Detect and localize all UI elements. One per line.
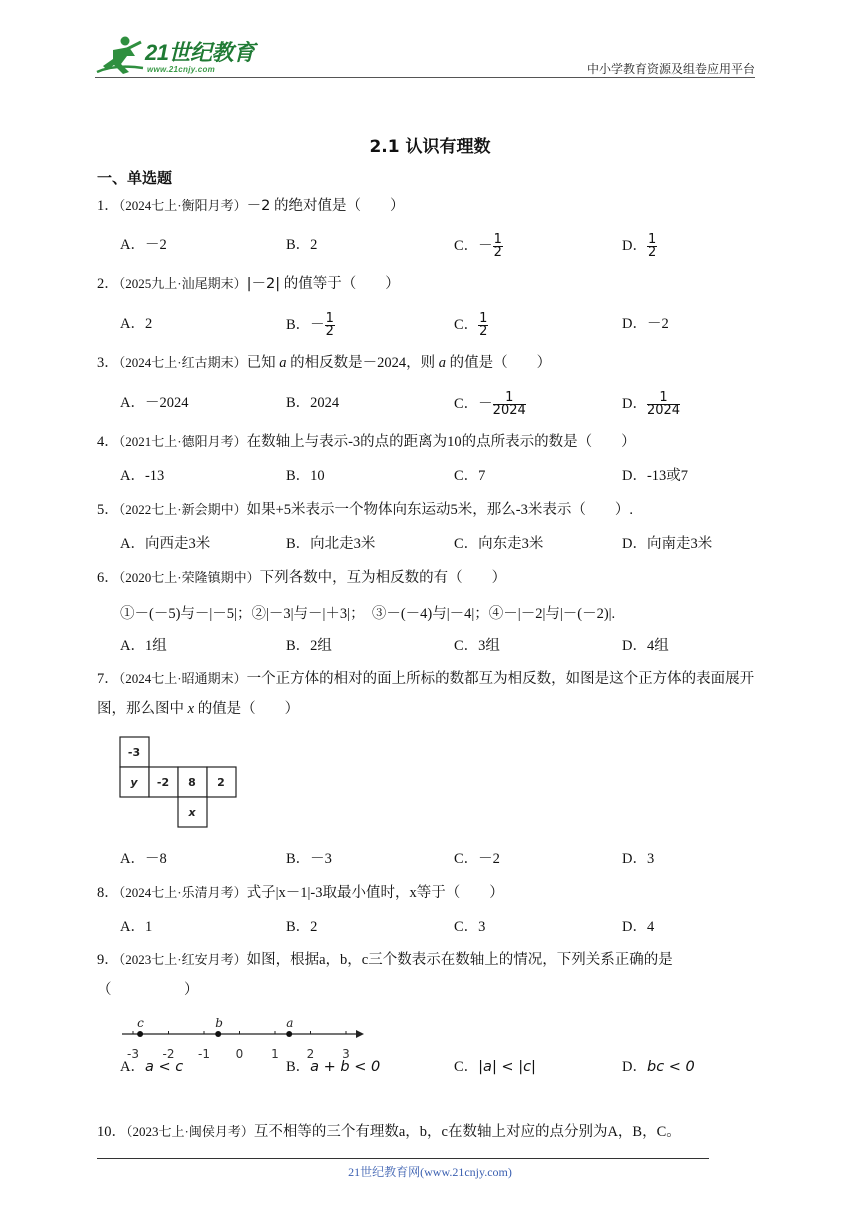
option-b[interactable]: B．－3 <box>286 851 332 867</box>
net-label: y <box>130 776 138 789</box>
question-text: 一个正方体的相对的面上所标的数都互为相反数，如图是这个正方体的表面展开图，那么图中 <box>97 671 755 717</box>
option-c[interactable] <box>454 313 488 338</box>
axis-point <box>215 1031 221 1037</box>
option-a[interactable]: A．1 <box>120 919 153 935</box>
option-a[interactable]: A．－8 <box>120 851 167 867</box>
denominator: 2 <box>479 324 488 339</box>
platform-name: 中小学教育资源及组卷应用平台 <box>586 62 755 76</box>
question-source: （2025九上·汕尾期末） <box>118 276 247 291</box>
net-label: x <box>188 806 196 819</box>
question-number: 3． <box>97 355 119 371</box>
question-number: 5． <box>97 502 119 518</box>
options-9 <box>120 1056 740 1080</box>
fraction <box>493 234 503 259</box>
question-text: 的相反数是－2024，则 <box>290 355 436 371</box>
numerator: 1 <box>493 232 502 247</box>
option-b[interactable]: B．2 <box>286 237 318 253</box>
options-3 <box>120 392 740 416</box>
question-2 <box>97 274 400 294</box>
option-a[interactable]: A．-13 <box>120 468 165 484</box>
fraction <box>478 313 488 338</box>
question-text: 的值是（ ） <box>449 355 552 371</box>
option-label: C． <box>454 316 479 333</box>
question-number: 7． <box>97 671 119 687</box>
option-c[interactable]: C．向东走3米 <box>454 536 544 552</box>
math-expression: |a| < |c| <box>478 1059 536 1075</box>
question-5 <box>97 500 633 520</box>
site-logo[interactable] <box>95 34 265 78</box>
question-items: ①－(－5)与－|－5|；②|－3|与－|＋3|； ③－(－4)与|－4|；④－|－2|与|－(－2)|. <box>120 606 616 622</box>
question-1 <box>97 196 404 216</box>
question-source: （2022七上·新会期中） <box>118 502 247 517</box>
axis-tick-label: 3 <box>342 1047 350 1061</box>
option-label: D． <box>622 237 647 254</box>
option-label: C．－ <box>454 237 493 254</box>
option-a[interactable]: A．－2 <box>120 237 167 253</box>
question-number: 1． <box>97 198 119 214</box>
axis-point <box>286 1031 292 1037</box>
option-label: C． <box>454 1059 479 1075</box>
question-4 <box>97 432 636 452</box>
options-5 <box>120 533 740 557</box>
net-label: -2 <box>156 776 170 789</box>
net-label: -3 <box>127 746 141 759</box>
question-text: 的值是（ ） <box>197 701 300 717</box>
math-expression: bc < 0 <box>646 1059 695 1075</box>
runner-logo-icon <box>95 34 149 78</box>
axis-point-label: c <box>137 1016 144 1030</box>
option-label: C．－ <box>454 395 493 412</box>
option-d[interactable]: D．－2 <box>622 316 669 332</box>
question-number: 8． <box>97 885 119 901</box>
numerator: 1 <box>647 232 657 247</box>
option-label: D． <box>622 395 647 412</box>
question-8 <box>97 883 504 903</box>
question-text: 如果+5米表示一个物体向东运动5米，那么-3米表示（ ）. <box>246 502 633 518</box>
variable: a <box>279 355 287 371</box>
option-a[interactable] <box>120 1056 183 1078</box>
denominator: 2024 <box>646 403 681 418</box>
question-number: 4． <box>97 434 119 450</box>
cube-net-figure <box>118 735 240 830</box>
numerator: 1 <box>493 392 526 405</box>
variable: x <box>187 701 195 717</box>
option-b[interactable]: B．2组 <box>286 638 332 654</box>
page-footer[interactable]: 21世纪教育网(www.21cnjy.com) <box>348 1165 512 1179</box>
option-c[interactable] <box>454 234 503 259</box>
question-text: 已知 <box>246 355 276 371</box>
question-7 <box>97 664 762 724</box>
option-a[interactable]: A．1组 <box>120 638 167 654</box>
question-3 <box>97 353 551 373</box>
question-text: 式子|x－1|-3取最小值时，x等于（ ） <box>246 885 504 901</box>
option-b[interactable]: B．2024 <box>286 395 340 411</box>
options-2 <box>120 313 740 337</box>
axis-arrow-icon <box>356 1030 364 1038</box>
numerator: 1 <box>647 392 680 405</box>
net-label: 2 <box>217 776 225 789</box>
axis-tick-label: -3 <box>127 1047 139 1061</box>
option-label: B． <box>286 1059 311 1075</box>
option-b[interactable] <box>286 1056 380 1078</box>
question-text: 如图，根据a，b，c三个数表示在数轴上的情况，下列关系正确的是（ ） <box>97 952 673 998</box>
net-label: 8 <box>188 776 196 789</box>
variable: a <box>438 355 446 371</box>
option-d[interactable]: D．4组 <box>622 638 669 654</box>
footer-divider <box>97 1158 709 1159</box>
option-b[interactable]: B．向北走3米 <box>286 536 376 552</box>
math-expression: a + b < 0 <box>310 1059 381 1075</box>
question-source: （2024七上·衡阳月考） <box>118 198 247 213</box>
question-number: 6． <box>97 570 119 586</box>
denominator: 2 <box>647 245 657 260</box>
question-source: （2023七上·红安月考） <box>118 952 247 967</box>
numerator: 1 <box>325 311 334 326</box>
question-number: 2． <box>97 276 119 292</box>
logo-text: 21世纪教育 <box>145 40 255 65</box>
axis-tick-label: 2 <box>306 1047 315 1061</box>
options-1 <box>120 234 740 258</box>
option-label: A． <box>120 1059 145 1075</box>
question-text: 在数轴上与表示-3的点的距离为10的点所表示的数是（ ） <box>246 434 636 450</box>
option-d[interactable]: D．4 <box>622 919 655 935</box>
option-d[interactable] <box>622 234 657 259</box>
axis-point-label: b <box>215 1016 223 1030</box>
header-divider <box>95 77 755 78</box>
page-header <box>95 30 755 80</box>
question-source: （2023七上·闽侯月考） <box>126 1124 254 1139</box>
option-c[interactable]: C．3组 <box>454 638 500 654</box>
option-a[interactable]: A．－2024 <box>120 395 189 411</box>
option-c[interactable]: C．－2 <box>454 851 500 867</box>
option-d[interactable]: D．向南走3米 <box>622 536 713 552</box>
options-6 <box>120 635 740 659</box>
options-8 <box>120 916 740 940</box>
question-text: 的绝对值是（ ） <box>273 198 405 214</box>
option-label: D． <box>622 1059 647 1075</box>
fraction <box>325 313 335 338</box>
denominator: 2024 <box>492 403 526 418</box>
question-source: （2024七上·乐清月考） <box>118 885 247 900</box>
document-title: 2.1 认识有理数 <box>369 137 491 157</box>
question-source: （2020七上·荣隆镇期中） <box>118 570 260 585</box>
axis-tick-label: -1 <box>198 1047 210 1061</box>
question-text: 的值等于（ ） <box>283 276 400 292</box>
math-expression: －2 <box>246 198 271 214</box>
math-expression: a < c <box>144 1059 184 1075</box>
question-10 <box>97 1122 681 1142</box>
option-c[interactable] <box>454 1056 536 1078</box>
numerator: 1 <box>479 311 488 326</box>
option-c[interactable] <box>454 392 526 417</box>
options-4 <box>120 465 740 489</box>
axis-tick-label: -2 <box>162 1047 175 1061</box>
option-d[interactable]: D．3 <box>622 851 655 867</box>
logo-url: www.21cnjy.com <box>147 65 216 74</box>
option-c[interactable]: C．3 <box>454 919 486 935</box>
axis-tick-label: 1 <box>271 1047 279 1061</box>
question-9 <box>97 945 762 1005</box>
option-a[interactable]: A．2 <box>120 316 153 332</box>
fraction <box>647 234 657 259</box>
math-expression: |－2| <box>246 276 281 292</box>
axis-tick-label: 0 <box>235 1047 244 1061</box>
option-a[interactable]: A．向西走3米 <box>120 536 211 552</box>
option-b[interactable]: B．10 <box>286 468 325 484</box>
question-text: 下列各数中，互为相反数的有（ ） <box>259 570 507 586</box>
options-7 <box>120 848 740 872</box>
option-label: B．－ <box>286 316 325 333</box>
question-source: （2024七上·红古期末） <box>118 355 247 370</box>
question-text: 互不相等的三个有理数a，b，c在数轴上对应的点分别为A，B，C。 <box>253 1124 681 1140</box>
section-heading: 一、单选题 <box>97 169 173 187</box>
option-d[interactable] <box>622 392 680 417</box>
question-6 <box>97 568 506 588</box>
axis-point <box>137 1031 143 1037</box>
question-number: 9． <box>97 952 119 968</box>
option-b[interactable] <box>286 313 335 338</box>
question-number: 10． <box>97 1124 126 1140</box>
axis-point-label: a <box>286 1016 294 1030</box>
fraction <box>647 392 680 417</box>
denominator: 2 <box>493 245 502 260</box>
option-c[interactable]: C．7 <box>454 468 486 484</box>
fraction <box>493 392 526 417</box>
option-d[interactable] <box>622 1056 695 1078</box>
denominator: 2 <box>325 324 334 339</box>
question-source: （2024七上·昭通期末） <box>118 671 247 686</box>
option-b[interactable]: B．2 <box>286 919 318 935</box>
question-source: （2021七上·德阳月考） <box>118 434 247 449</box>
option-d[interactable]: D．-13或7 <box>622 468 689 484</box>
